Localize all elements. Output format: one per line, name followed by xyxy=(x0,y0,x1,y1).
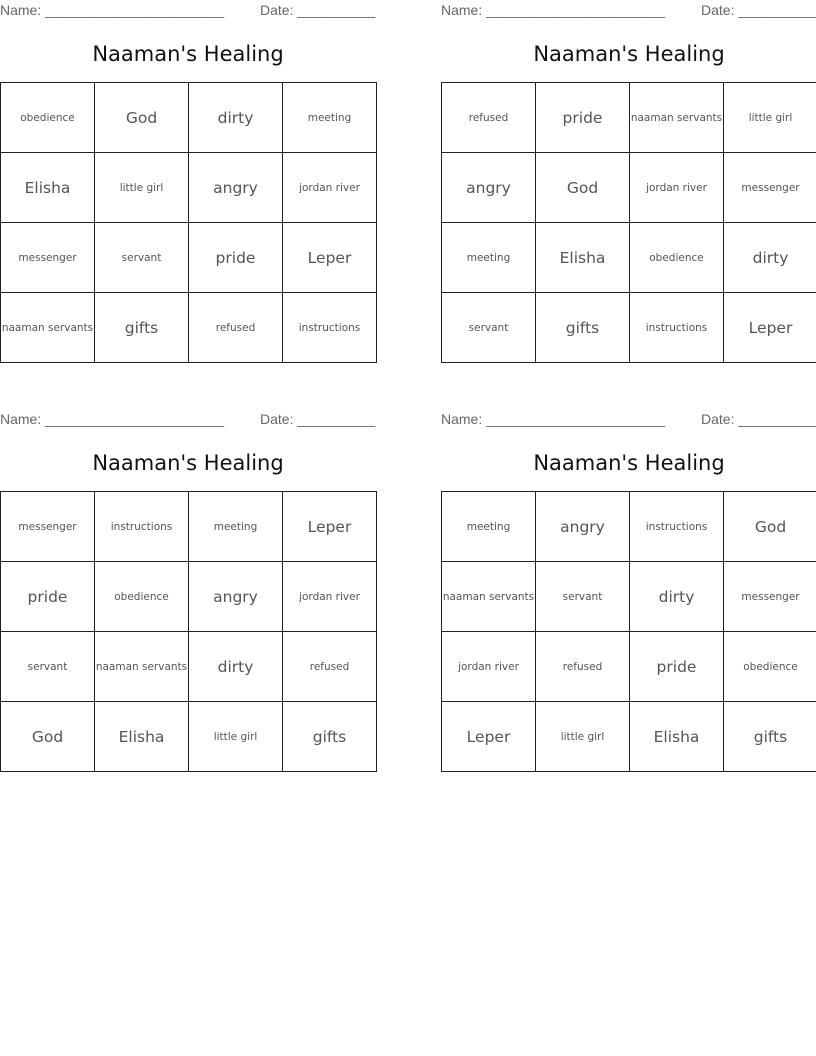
grid-cell: meeting xyxy=(442,492,536,562)
date-field: Date: __________ xyxy=(260,411,376,427)
grid-row xyxy=(442,293,816,363)
grid-cell: Elisha xyxy=(95,702,189,772)
grid-cell: Leper xyxy=(283,223,377,293)
grid-cell: refused xyxy=(283,632,377,702)
grid-cell: instructions xyxy=(630,492,724,562)
grid-cell: messenger xyxy=(724,562,816,632)
grid-cell: meeting xyxy=(442,223,536,293)
grid-cell: God xyxy=(724,492,816,562)
grid-cell: pride xyxy=(536,83,630,153)
grid-cell: obedience xyxy=(95,562,189,632)
grid-cell: gifts xyxy=(724,702,816,772)
date-field: Date: __________ xyxy=(260,2,376,18)
card-title: Naaman's Healing xyxy=(92,42,284,66)
grid-row xyxy=(442,223,816,293)
grid-cell: instructions xyxy=(95,492,189,562)
grid-cell: refused xyxy=(536,632,630,702)
grid-row xyxy=(1,492,377,562)
grid-row xyxy=(442,153,816,223)
grid-cell: jordan river xyxy=(630,153,724,223)
grid-cell: naaman servants xyxy=(630,83,724,153)
grid-cell: obedience xyxy=(630,223,724,293)
grid-cell: obedience xyxy=(1,83,95,153)
grid-cell: pride xyxy=(1,562,95,632)
grid-cell: jordan river xyxy=(283,153,377,223)
grid-row xyxy=(442,702,816,772)
grid-row xyxy=(442,83,816,153)
grid-cell: meeting xyxy=(189,492,283,562)
grid-cell: servant xyxy=(442,293,536,363)
grid-cell: servant xyxy=(536,562,630,632)
grid-cell: refused xyxy=(189,293,283,363)
grid-cell: little girl xyxy=(189,702,283,772)
grid-cell: Leper xyxy=(442,702,536,772)
card-title: Naaman's Healing xyxy=(533,42,725,66)
grid-cell: meeting xyxy=(283,83,377,153)
card-title: Naaman's Healing xyxy=(92,451,284,475)
grid-row xyxy=(442,492,816,562)
grid-cell: dirty xyxy=(189,632,283,702)
grid-cell: naaman servants xyxy=(442,562,536,632)
grid-cell: refused xyxy=(442,83,536,153)
grid-cell: gifts xyxy=(283,702,377,772)
grid-cell: gifts xyxy=(95,293,189,363)
name-field: Name: _______________________ xyxy=(0,2,225,18)
grid-cell: God xyxy=(95,83,189,153)
grid-cell: gifts xyxy=(536,293,630,363)
bingo-grid xyxy=(441,82,816,363)
grid-cell: messenger xyxy=(724,153,816,223)
grid-cell: servant xyxy=(95,223,189,293)
grid-cell: little girl xyxy=(95,153,189,223)
grid-cell: little girl xyxy=(536,702,630,772)
grid-cell: Leper xyxy=(724,293,816,363)
grid-cell: instructions xyxy=(283,293,377,363)
date-field: Date: __________ xyxy=(701,2,816,18)
name-field: Name: _______________________ xyxy=(441,411,666,427)
grid-cell: angry xyxy=(442,153,536,223)
bingo-grid xyxy=(441,491,816,772)
grid-cell: Elisha xyxy=(630,702,724,772)
grid-cell: servant xyxy=(1,632,95,702)
name-field: Name: _______________________ xyxy=(0,411,225,427)
grid-row xyxy=(442,632,816,702)
grid-row xyxy=(1,562,377,632)
grid-row xyxy=(1,153,377,223)
name-field: Name: _______________________ xyxy=(441,2,666,18)
grid-cell: instructions xyxy=(630,293,724,363)
bingo-grid xyxy=(0,82,377,363)
bingo-card-4 xyxy=(441,409,816,785)
grid-cell: Elisha xyxy=(1,153,95,223)
grid-row xyxy=(442,562,816,632)
grid-row xyxy=(1,83,377,153)
grid-cell: jordan river xyxy=(442,632,536,702)
grid-cell: pride xyxy=(630,632,724,702)
grid-cell: dirty xyxy=(724,223,816,293)
grid-cell: angry xyxy=(536,492,630,562)
grid-cell: angry xyxy=(189,562,283,632)
grid-cell: naaman servants xyxy=(95,632,189,702)
grid-cell: God xyxy=(1,702,95,772)
date-field: Date: __________ xyxy=(701,411,816,427)
grid-cell: pride xyxy=(189,223,283,293)
grid-cell: Elisha xyxy=(536,223,630,293)
grid-cell: naaman servants xyxy=(1,293,95,363)
grid-cell: dirty xyxy=(189,83,283,153)
grid-row xyxy=(1,702,377,772)
bingo-card-2 xyxy=(441,0,816,376)
bingo-card-1 xyxy=(0,0,376,376)
grid-cell: angry xyxy=(189,153,283,223)
name-date-line xyxy=(441,2,816,20)
bingo-card-3 xyxy=(0,409,376,785)
name-date-line xyxy=(0,2,376,20)
grid-cell: messenger xyxy=(1,223,95,293)
name-date-line xyxy=(441,411,816,429)
grid-row xyxy=(1,632,377,702)
grid-cell: little girl xyxy=(724,83,816,153)
card-title: Naaman's Healing xyxy=(533,451,725,475)
grid-cell: Leper xyxy=(283,492,377,562)
bingo-grid xyxy=(0,491,377,772)
name-date-line xyxy=(0,411,376,429)
grid-row xyxy=(1,223,377,293)
grid-cell: obedience xyxy=(724,632,816,702)
grid-row xyxy=(1,293,377,363)
grid-cell: jordan river xyxy=(283,562,377,632)
grid-cell: dirty xyxy=(630,562,724,632)
grid-cell: God xyxy=(536,153,630,223)
grid-cell: messenger xyxy=(1,492,95,562)
